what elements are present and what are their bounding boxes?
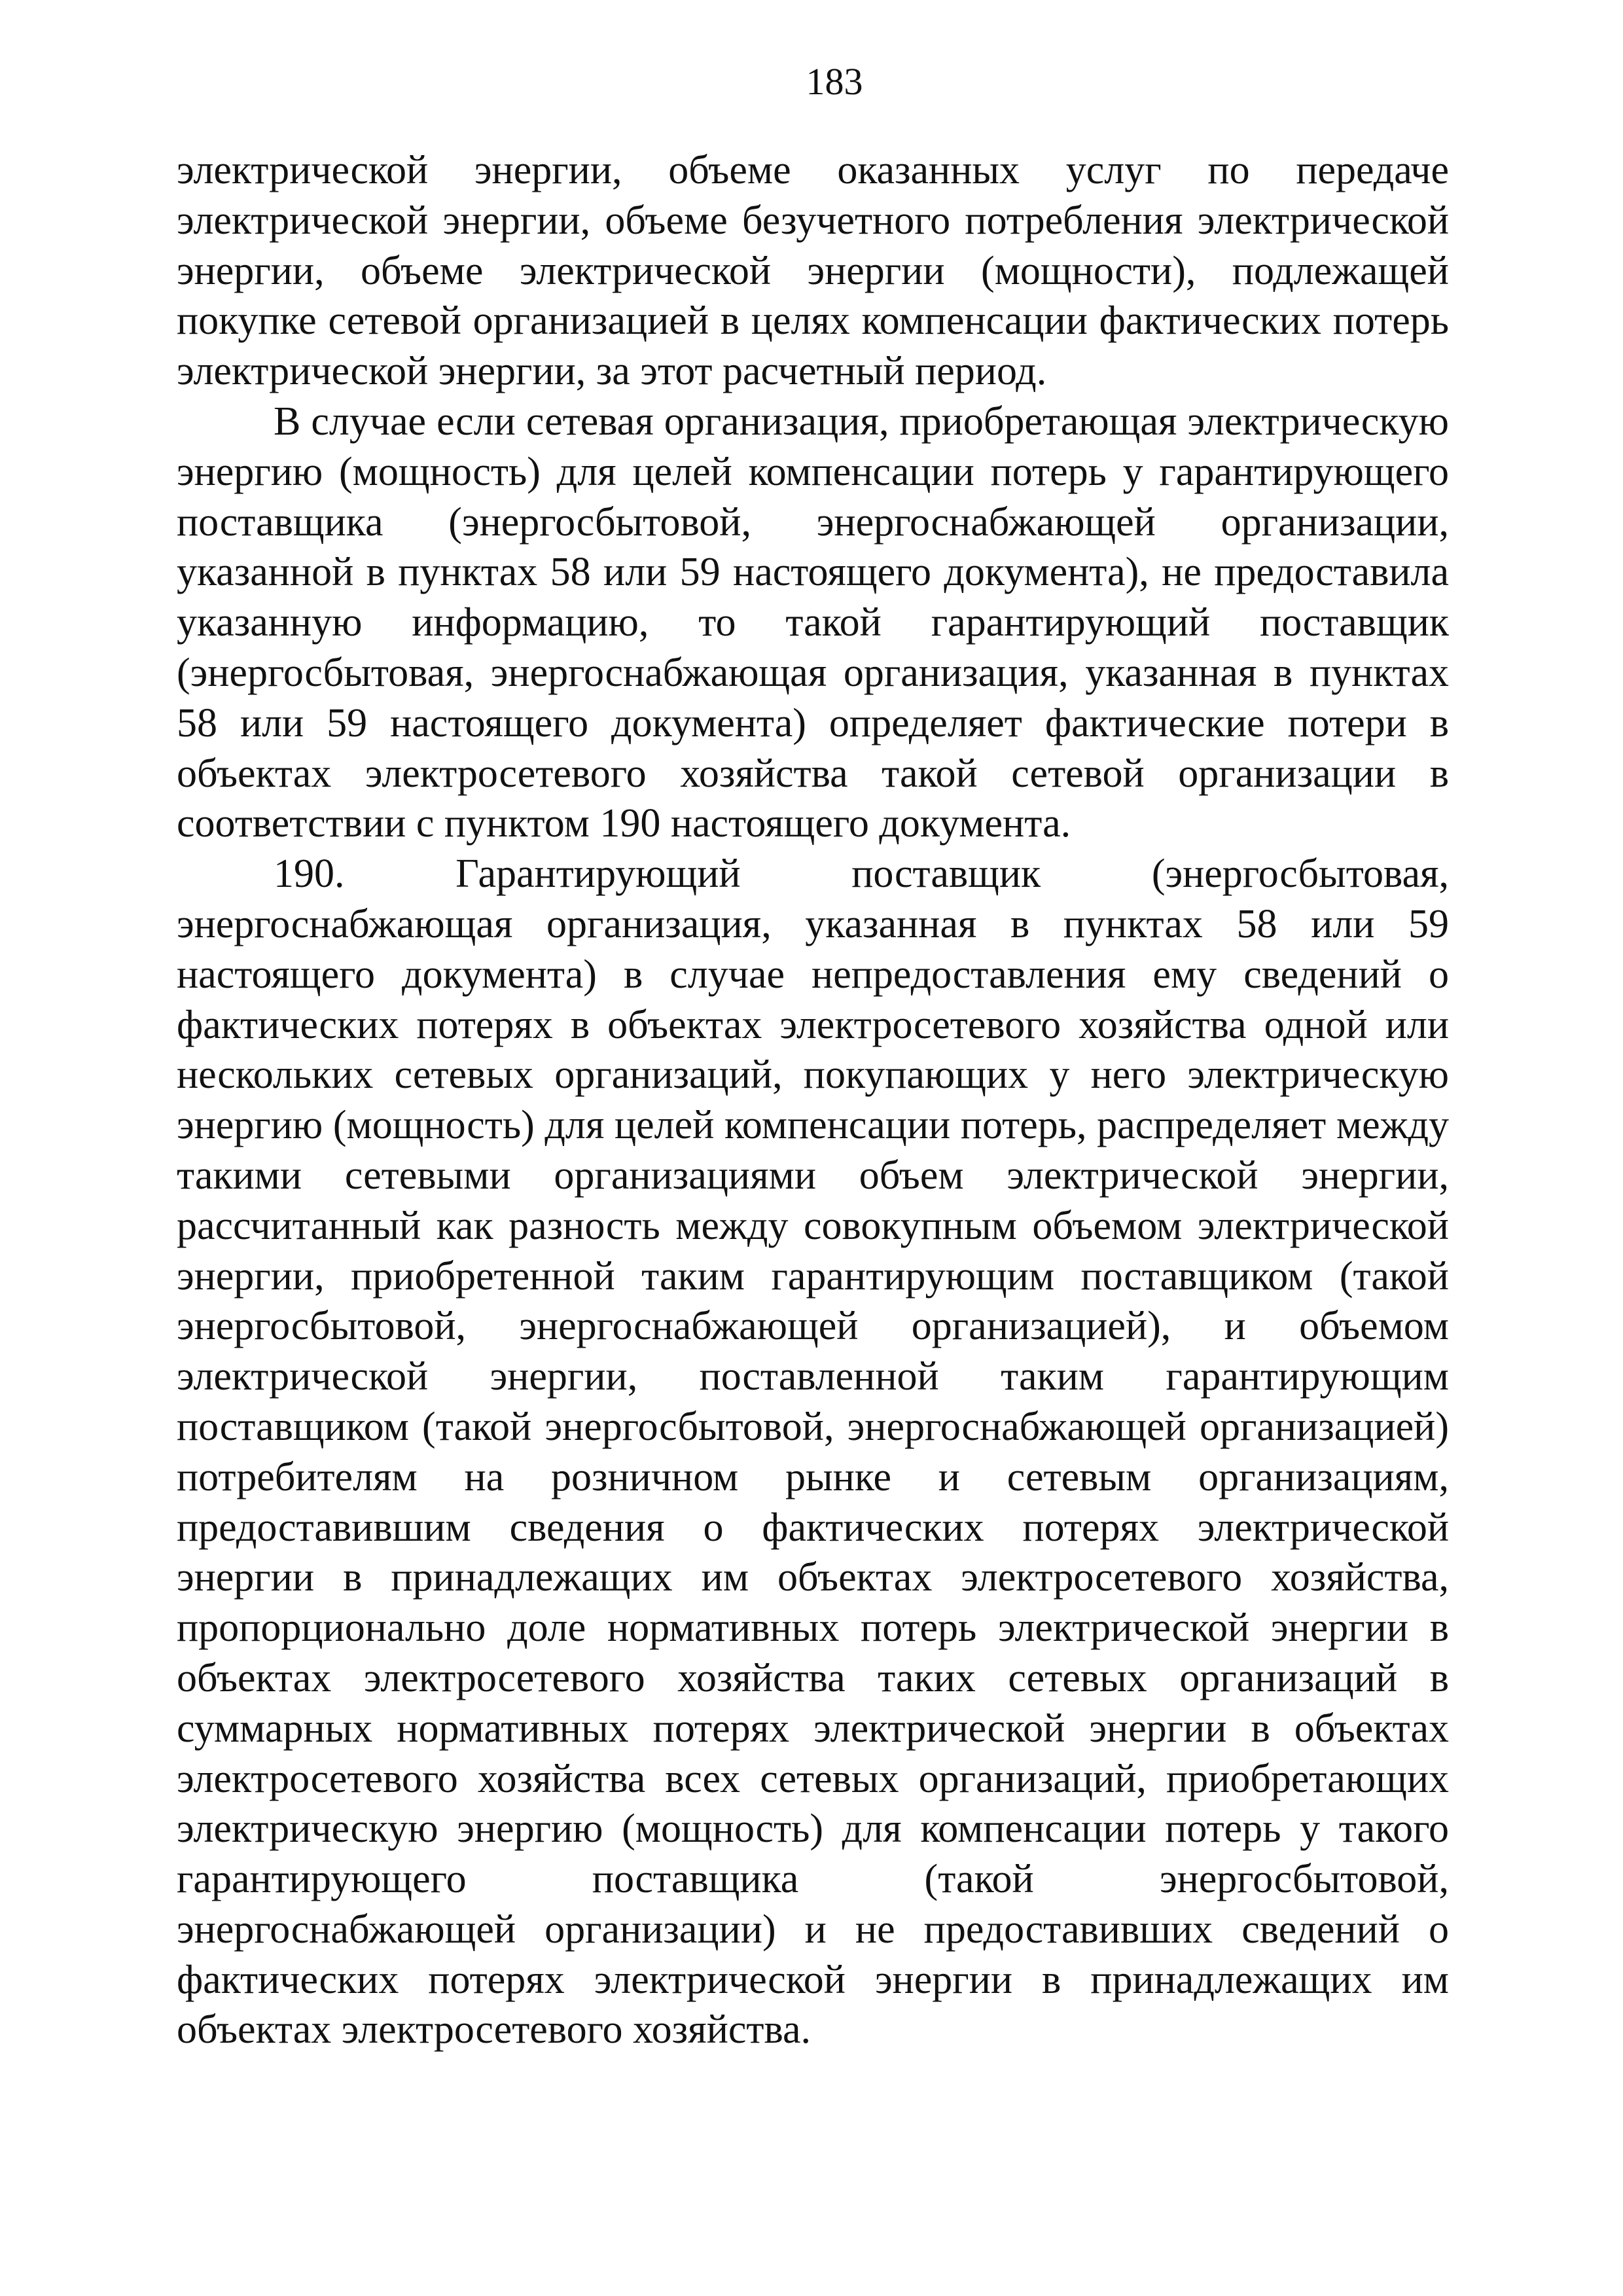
page-number: 183 <box>806 60 863 103</box>
paragraph-network-organization-case: В случае если сетевая организация, приобретающая электрическую энергию (мощность) для целей компенсации потерь у гарантирующего поставщика (энергосбытовой, энергоснабжающей организации, указанной в пунктах 58 или 59 настоящего документа), не предоставила указанную информацию, то такой гарантирующий поставщик (энергосбытовая, энергоснабжающая организация, указанная в пунктах 58 или 59 настоящего документа) определяет фактические потери в объектах электросетевого хозяйства такой сетевой организации в соответствии с пунктом 190 настоящего документа. <box>177 399 1449 846</box>
paragraph-item-190: 190. Гарантирующий поставщик (энергосбытовая, энергоснабжающая организация, указанная в пунктах 58 или 59 настоящего документа) в случае непредоставления ему сведений о фактических потерях в объектах электросетевого хозяйства одной или нескольких сетевых организаций, покупающих у него электрическую энергию (мощность) для целей компенсации потерь, распределяет между такими сетевыми организациями объем электрической энергии, рассчитанный как разность между совокупным объемом электрической энергии, приобретенной таким гарантирующим поставщиком (такой энергосбытовой, энергоснабжающей организацией), и объемом электрической энергии, поставленной таким гарантирующим поставщиком (такой энергосбытовой, энергоснабжающей организацией) потребителям на розничном рынке и сетевым организациям, предоставившим сведения о фактических потерях электрической энергии в принадлежащих им объектах электросетевого хозяйства, пропорционально доле нормативных потерь электрической энергии в объектах электросетевого хозяйства таких сетевых организаций в суммарных нормативных потерях электрической энергии в объектах электросетевого хозяйства всех сетевых организаций, приобретающих электрическую энергию (мощность) для компенсации потерь у такого гарантирующего поставщика (такой энергосбытовой, энергоснабжающей организации) и не предоставивших сведений о фактических потерях электрической энергии в принадлежащих им объектах электросетевого хозяйства. <box>177 852 1449 2053</box>
document-body <box>177 145 1449 2055</box>
paragraph-continuation: электрической энергии, объеме оказанных услуг по передаче электрической энергии, объеме безучетного потребления электрической энергии, объеме электрической энергии (мощности), подлежащей покупке сетевой организацией в целях компенсации фактических потерь электрической энергии, за этот расчетный период. <box>177 148 1449 394</box>
